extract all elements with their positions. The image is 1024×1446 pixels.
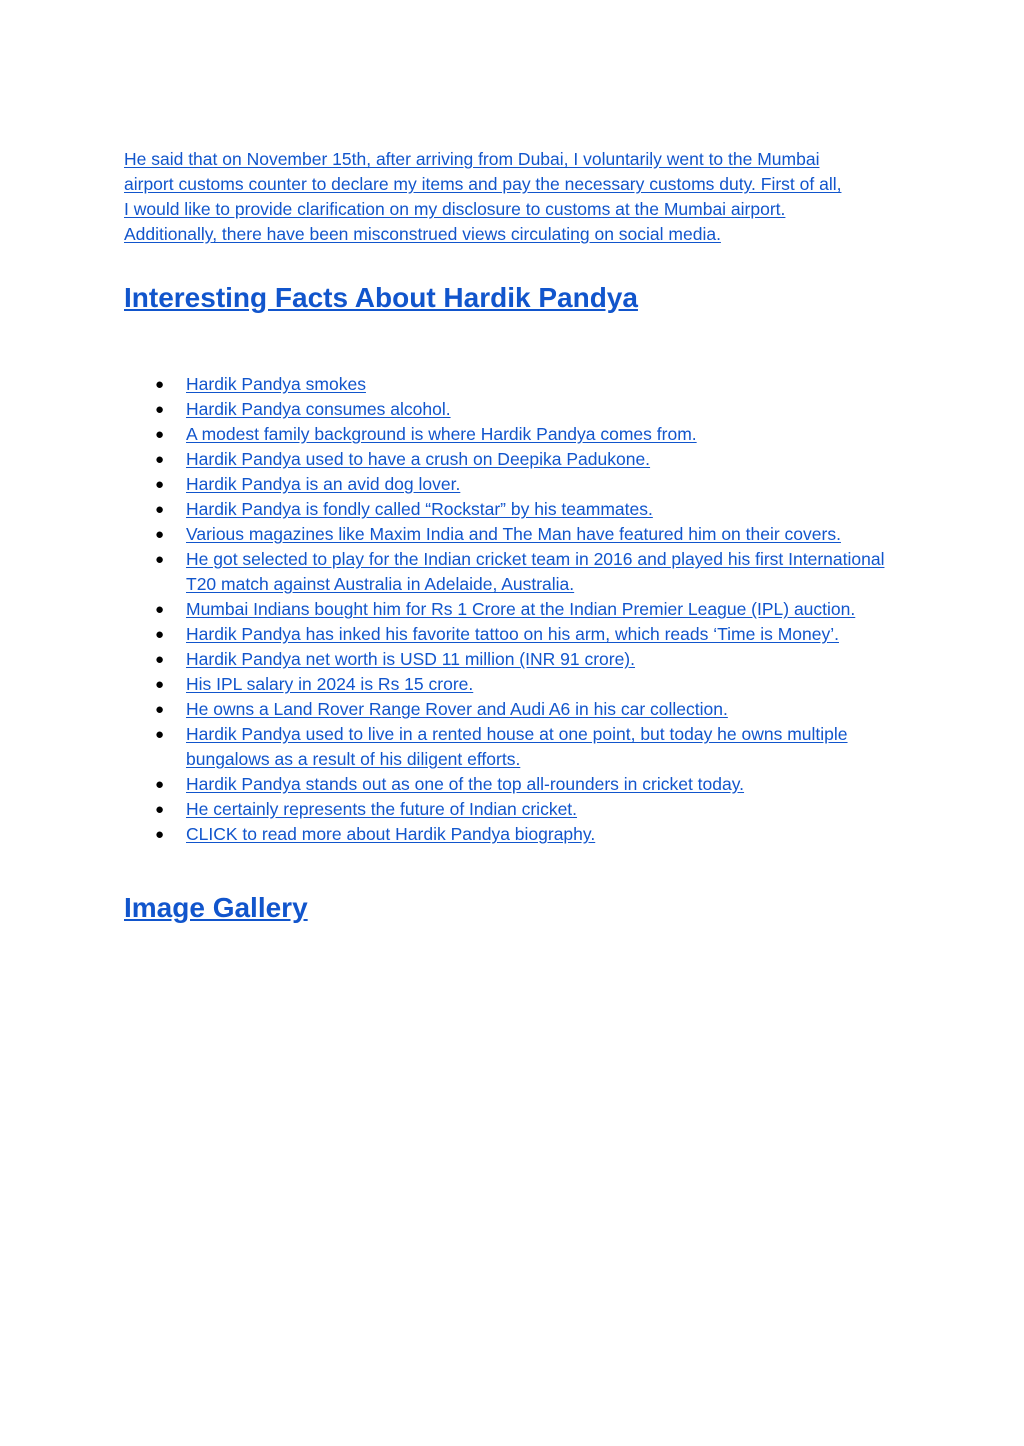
facts-list — [124, 372, 904, 847]
bullet-icon: ● — [155, 701, 165, 718]
facts-heading-link[interactable]: Interesting Facts About Hardik Pandya — [124, 282, 638, 313]
fact-link[interactable]: Hardik Pandya consumes alcohol. — [186, 399, 451, 419]
gallery-heading — [124, 891, 904, 925]
fact-link[interactable]: He certainly represents the future of Indian cricket. — [186, 799, 578, 819]
facts-heading — [124, 281, 904, 315]
fact-link[interactable]: Mumbai Indians bought him for Rs 1 Crore at the Indian Premier League (IPL) auction. — [186, 599, 856, 619]
bullet-icon: ● — [155, 526, 165, 543]
bullet-icon: ● — [155, 801, 165, 818]
intro-link[interactable]: He said that on November 15th, after arriving from Dubai, I voluntarily went to the Mumbai airport customs counter to declare my items and pay the necessary customs duty. First of all, I would like to provide clarification on my disclosure to customs at the Mumbai airport. Additionally, there have been misconstrued views circulating on social media. — [124, 149, 842, 244]
list-item — [124, 522, 904, 547]
bullet-icon: ● — [155, 626, 165, 643]
list-item — [124, 697, 904, 722]
bullet-icon: ● — [155, 501, 165, 518]
bullet-icon: ● — [155, 601, 165, 618]
document-page — [124, 122, 904, 925]
list-item — [124, 772, 904, 797]
bullet-icon: ● — [155, 451, 165, 468]
list-item — [124, 722, 904, 772]
fact-link[interactable]: A modest family background is where Hardik Pandya comes from. — [186, 424, 697, 444]
list-item — [124, 422, 904, 447]
list-item — [124, 597, 904, 622]
fact-link[interactable]: Hardik Pandya used to have a crush on Deepika Padukone. — [186, 449, 651, 469]
bullet-icon: ● — [155, 651, 165, 668]
bullet-icon: ● — [155, 551, 165, 568]
fact-link[interactable]: Hardik Pandya net worth is USD 11 million (INR 91 crore). — [186, 649, 636, 669]
bullet-icon: ● — [155, 401, 165, 418]
fact-link[interactable]: Various magazines like Maxim India and The Man have featured him on their covers. — [186, 524, 841, 544]
list-item — [124, 547, 904, 597]
list-item — [124, 622, 904, 647]
list-item — [124, 372, 904, 397]
fact-link[interactable]: He owns a Land Rover Range Rover and Audi A6 in his car collection. — [186, 699, 728, 719]
fact-link[interactable]: Hardik Pandya has inked his favorite tattoo on his arm, which reads ‘Time is Money’. — [186, 624, 839, 644]
list-item — [124, 497, 904, 522]
fact-link[interactable]: Hardik Pandya used to live in a rented house at one point, but today he owns multiple bungalows as a result of his diligent efforts. — [186, 724, 848, 769]
list-item — [124, 647, 904, 672]
bullet-icon: ● — [155, 376, 165, 393]
bullet-icon: ● — [155, 676, 165, 693]
fact-link[interactable]: He got selected to play for the Indian cricket team in 2016 and played his first International T20 match against Australia in Adelaide, Australia. — [186, 549, 885, 594]
intro-paragraph — [124, 122, 904, 247]
bullet-icon: ● — [155, 776, 165, 793]
list-item — [124, 447, 904, 472]
list-item — [124, 672, 904, 697]
bullet-icon: ● — [155, 726, 165, 743]
list-item — [124, 822, 904, 847]
bullet-icon: ● — [155, 476, 165, 493]
bullet-icon: ● — [155, 426, 165, 443]
fact-link[interactable]: Hardik Pandya is fondly called “Rockstar” by his teammates. — [186, 499, 653, 519]
fact-link[interactable]: CLICK to read more about Hardik Pandya biography. — [186, 824, 596, 844]
list-item — [124, 797, 904, 822]
fact-link[interactable]: Hardik Pandya is an avid dog lover. — [186, 474, 461, 494]
list-item — [124, 397, 904, 422]
list-item — [124, 472, 904, 497]
fact-link[interactable]: Hardik Pandya smokes — [186, 374, 366, 394]
gallery-heading-link[interactable]: Image Gallery — [124, 892, 308, 923]
fact-link[interactable]: His IPL salary in 2024 is Rs 15 crore. — [186, 674, 474, 694]
bullet-icon: ● — [155, 826, 165, 843]
fact-link[interactable]: Hardik Pandya stands out as one of the top all-rounders in cricket today. — [186, 774, 745, 794]
